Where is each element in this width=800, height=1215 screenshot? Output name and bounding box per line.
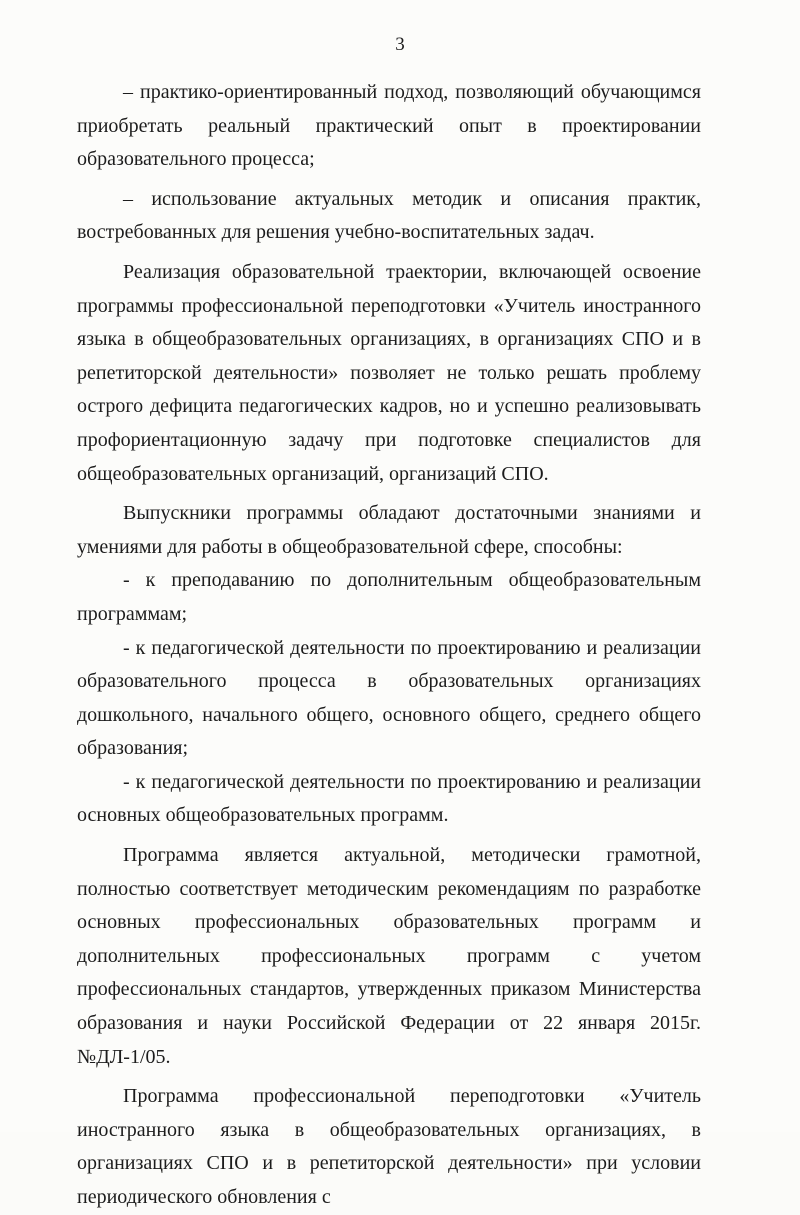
- page-number: 3: [395, 34, 405, 55]
- document-body: [77, 76, 701, 1215]
- paragraph-program-relevance: Программа является актуальной, методически грамотной, полностью соответствует методическим рекомендациям по разработке основных профессиональных образовательных программ и дополнительных профессиональных программ с учетом профессиональных стандартов, утвержденных приказом Министерства образования и науки Российской Федерации от 22 января 2015г. №ДЛ-1/05.: [77, 844, 701, 1068]
- paragraph-program-update: Программа профессиональной переподготовки «Учитель иностранного языка в общеобразовательных организациях, в организациях СПО и в репетиторской деятельности» при условии периодического обновления с: [77, 1085, 701, 1208]
- list-item-educational-process: - к педагогической деятельности по проектированию и реализации образовательного процесса в образовательных организациях дошкольного, начального общего, основного общего, среднего общего образования;: [77, 636, 701, 760]
- list-item-additional-programs: - к преподаванию по дополнительным общеобразовательным программам;: [77, 569, 701, 625]
- bullet-methods: – использование актуальных методик и описания практик, востребованных для решения учебно-воспитательных задач.: [77, 187, 701, 244]
- list-item-general-programs: - к педагогической деятельности по проектированию и реализации основных общеобразовательных программ.: [77, 770, 701, 827]
- paragraph-graduates: Выпускники программы обладают достаточными знаниями и умениями для работы в общеобразовательной сфере, способны:: [77, 502, 701, 558]
- bullet-practice-oriented: – практико-ориентированный подход, позволяющий обучающимся приобретать реальный практический опыт в проектировании образовательного процесса;: [77, 81, 701, 171]
- paragraph-implementation: Реализация образовательной траектории, включающей освоение программы профессиональной переподготовки «Учитель иностранного языка в общеобразовательных организациях, в организациях СПО и в репетиторской деятельности» позволяет не только решать проблему острого дефицита педагогических кадров, но и успешно реализовывать профориентационную задачу при подготовке специалистов для общеобразовательных организаций, организаций СПО.: [77, 260, 701, 485]
